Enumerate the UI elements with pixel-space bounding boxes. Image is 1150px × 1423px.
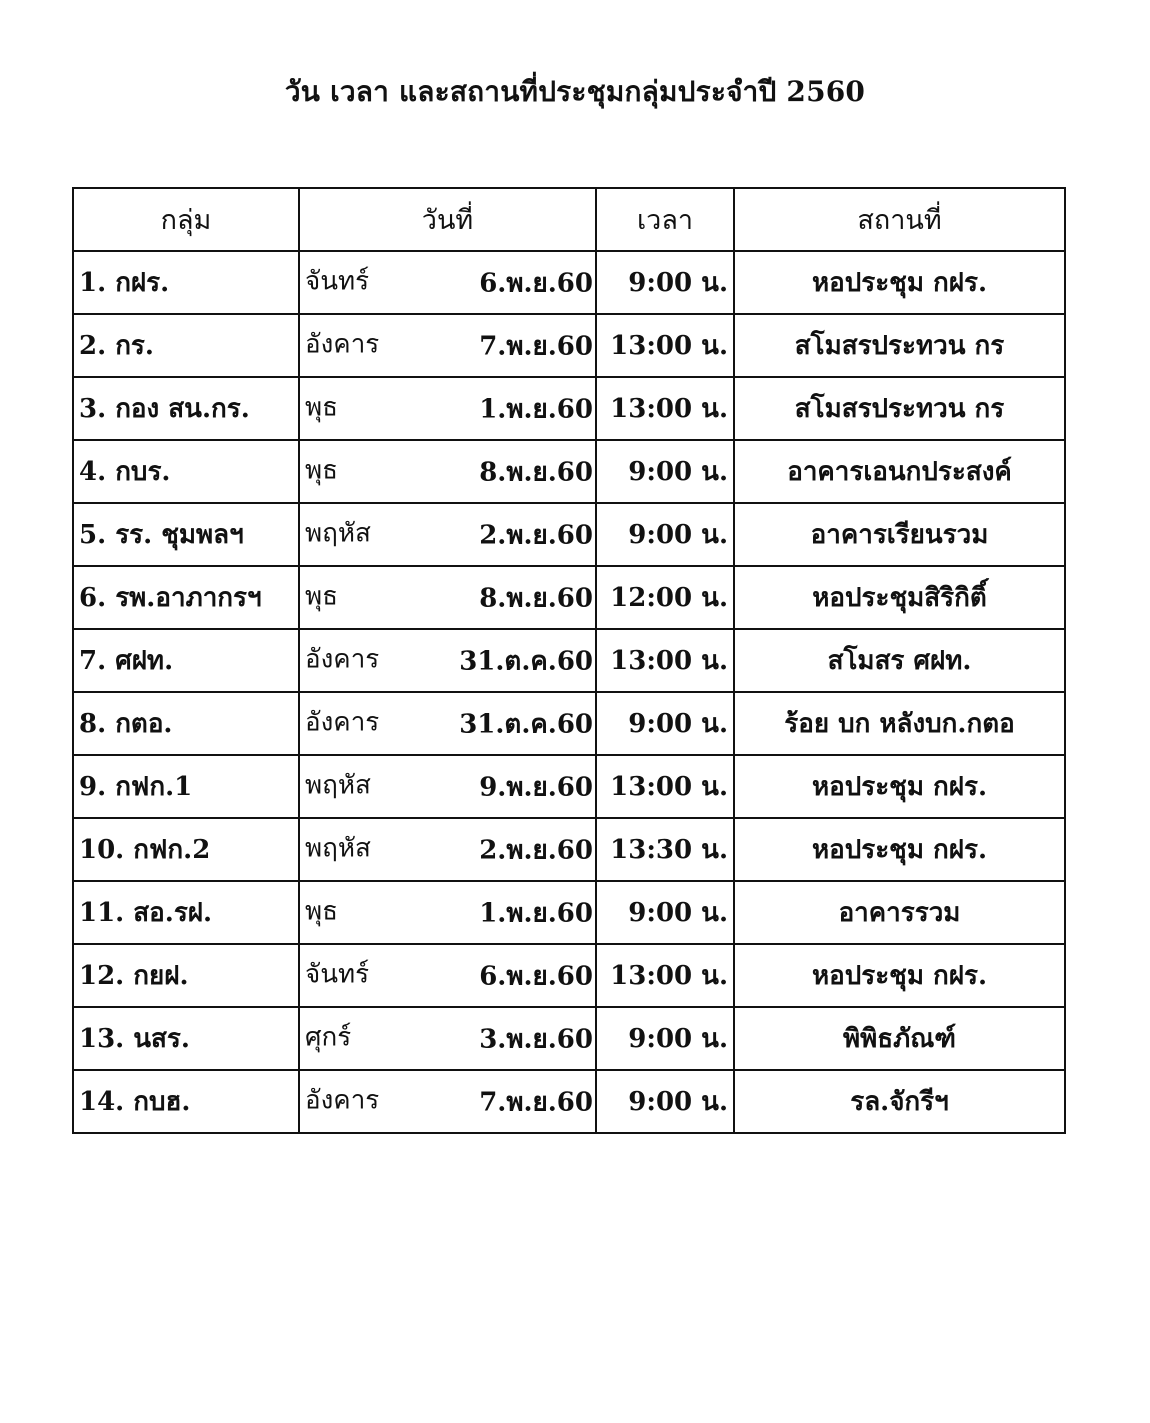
place-cell: อาคารรวม <box>734 881 1065 944</box>
weekday-text: พุธ <box>305 454 339 485</box>
place-cell: หอประชุม กฝร. <box>734 818 1065 881</box>
time-cell: 9:00 น. <box>596 251 734 314</box>
place-cell: หอประชุม กฝร. <box>734 755 1065 818</box>
date-cell <box>299 314 596 377</box>
table-header-row <box>73 188 1065 251</box>
header-place: สถานที่ <box>734 188 1065 251</box>
weekday-text: อังคาร <box>305 328 380 359</box>
time-cell: 13:30 น. <box>596 818 734 881</box>
weekday-text: ศุกร์ <box>305 1021 352 1052</box>
group-cell: 3. กอง สน.กร. <box>73 377 299 440</box>
table-row <box>73 818 1065 881</box>
time-cell: 13:00 น. <box>596 314 734 377</box>
date-text: 31.ต.ค.60 <box>459 646 593 676</box>
date-text: 8.พ.ย.60 <box>479 583 593 613</box>
table-row <box>73 503 1065 566</box>
group-cell: 13. นสร. <box>73 1007 299 1070</box>
date-text: 7.พ.ย.60 <box>479 331 593 361</box>
date-cell <box>299 251 596 314</box>
date-cell <box>299 566 596 629</box>
date-cell <box>299 1007 596 1070</box>
time-cell: 13:00 น. <box>596 755 734 818</box>
group-cell: 9. กฟก.1 <box>73 755 299 818</box>
group-cell: 1. กฝร. <box>73 251 299 314</box>
date-text: 8.พ.ย.60 <box>479 457 593 487</box>
group-cell: 2. กร. <box>73 314 299 377</box>
group-cell: 11. สอ.รฝ. <box>73 881 299 944</box>
weekday-text: พฤหัส <box>305 832 371 863</box>
weekday-text: อังคาร <box>305 643 380 674</box>
group-cell: 8. กตอ. <box>73 692 299 755</box>
group-cell: 14. กบฮ. <box>73 1070 299 1133</box>
group-cell: 6. รพ.อาภากรฯ <box>73 566 299 629</box>
place-cell: อาคารเรียนรวม <box>734 503 1065 566</box>
weekday-text: พฤหัส <box>305 517 371 548</box>
group-cell: 7. ศฝท. <box>73 629 299 692</box>
date-text: 31.ต.ค.60 <box>459 709 593 739</box>
date-text: 2.พ.ย.60 <box>479 520 593 550</box>
date-text: 7.พ.ย.60 <box>479 1087 593 1117</box>
place-cell: พิพิธภัณฑ์ <box>734 1007 1065 1070</box>
table-body <box>73 251 1065 1133</box>
time-cell: 9:00 น. <box>596 503 734 566</box>
date-cell <box>299 629 596 692</box>
table-row <box>73 377 1065 440</box>
time-cell: 13:00 น. <box>596 944 734 1007</box>
place-cell: อาคารเอนกประสงค์ <box>734 440 1065 503</box>
place-cell: สโมสร ศฝท. <box>734 629 1065 692</box>
weekday-text: พุธ <box>305 895 339 926</box>
place-cell: รล.จักรีฯ <box>734 1070 1065 1133</box>
weekday-text: จันทร์ <box>305 958 370 989</box>
header-group: กลุ่ม <box>73 188 299 251</box>
table-row <box>73 629 1065 692</box>
weekday-text: พุธ <box>305 391 339 422</box>
page-title: วัน เวลา และสถานที่ประชุมกลุ่มประจำปี 2560 <box>284 75 866 108</box>
date-text: 1.พ.ย.60 <box>479 394 593 424</box>
time-cell: 13:00 น. <box>596 629 734 692</box>
weekday-text: จันทร์ <box>305 265 370 296</box>
place-cell: หอประชุม กฝร. <box>734 944 1065 1007</box>
time-cell: 12:00 น. <box>596 566 734 629</box>
table-row <box>73 314 1065 377</box>
date-cell <box>299 692 596 755</box>
table-row <box>73 755 1065 818</box>
header-time: เวลา <box>596 188 734 251</box>
place-cell: หอประชุม กฝร. <box>734 251 1065 314</box>
date-text: 1.พ.ย.60 <box>479 898 593 928</box>
weekday-text: พฤหัส <box>305 769 371 800</box>
time-cell: 9:00 น. <box>596 1070 734 1133</box>
group-cell: 12. กยฝ. <box>73 944 299 1007</box>
time-cell: 9:00 น. <box>596 692 734 755</box>
date-text: 3.พ.ย.60 <box>479 1024 593 1054</box>
time-cell: 9:00 น. <box>596 881 734 944</box>
date-text: 6.พ.ย.60 <box>479 268 593 298</box>
group-cell: 4. กบร. <box>73 440 299 503</box>
time-cell: 9:00 น. <box>596 440 734 503</box>
date-text: 9.พ.ย.60 <box>479 772 593 802</box>
date-cell <box>299 440 596 503</box>
date-cell <box>299 1070 596 1133</box>
date-cell <box>299 818 596 881</box>
weekday-text: พุธ <box>305 580 339 611</box>
date-text: 2.พ.ย.60 <box>479 835 593 865</box>
table-row <box>73 1070 1065 1133</box>
meeting-schedule-table <box>72 187 1066 1134</box>
date-cell <box>299 755 596 818</box>
place-cell: สโมสรประทวน กร <box>734 377 1065 440</box>
date-cell <box>299 881 596 944</box>
table-row <box>73 440 1065 503</box>
table-row <box>73 566 1065 629</box>
place-cell: สโมสรประทวน กร <box>734 314 1065 377</box>
group-cell: 5. รร. ชุมพลฯ <box>73 503 299 566</box>
table-row <box>73 944 1065 1007</box>
date-cell <box>299 944 596 1007</box>
table-row <box>73 1007 1065 1070</box>
time-cell: 13:00 น. <box>596 377 734 440</box>
table-row <box>73 251 1065 314</box>
time-cell: 9:00 น. <box>596 1007 734 1070</box>
group-cell: 10. กฟก.2 <box>73 818 299 881</box>
date-cell <box>299 503 596 566</box>
weekday-text: อังคาร <box>305 706 380 737</box>
table-row <box>73 881 1065 944</box>
weekday-text: อังคาร <box>305 1084 380 1115</box>
header-date: วันที่ <box>299 188 596 251</box>
place-cell: ร้อย บก หลังบก.กตอ <box>734 692 1065 755</box>
place-cell: หอประชุมสิริกิติ์ <box>734 566 1065 629</box>
table-row <box>73 692 1065 755</box>
date-text: 6.พ.ย.60 <box>479 961 593 991</box>
date-cell <box>299 377 596 440</box>
